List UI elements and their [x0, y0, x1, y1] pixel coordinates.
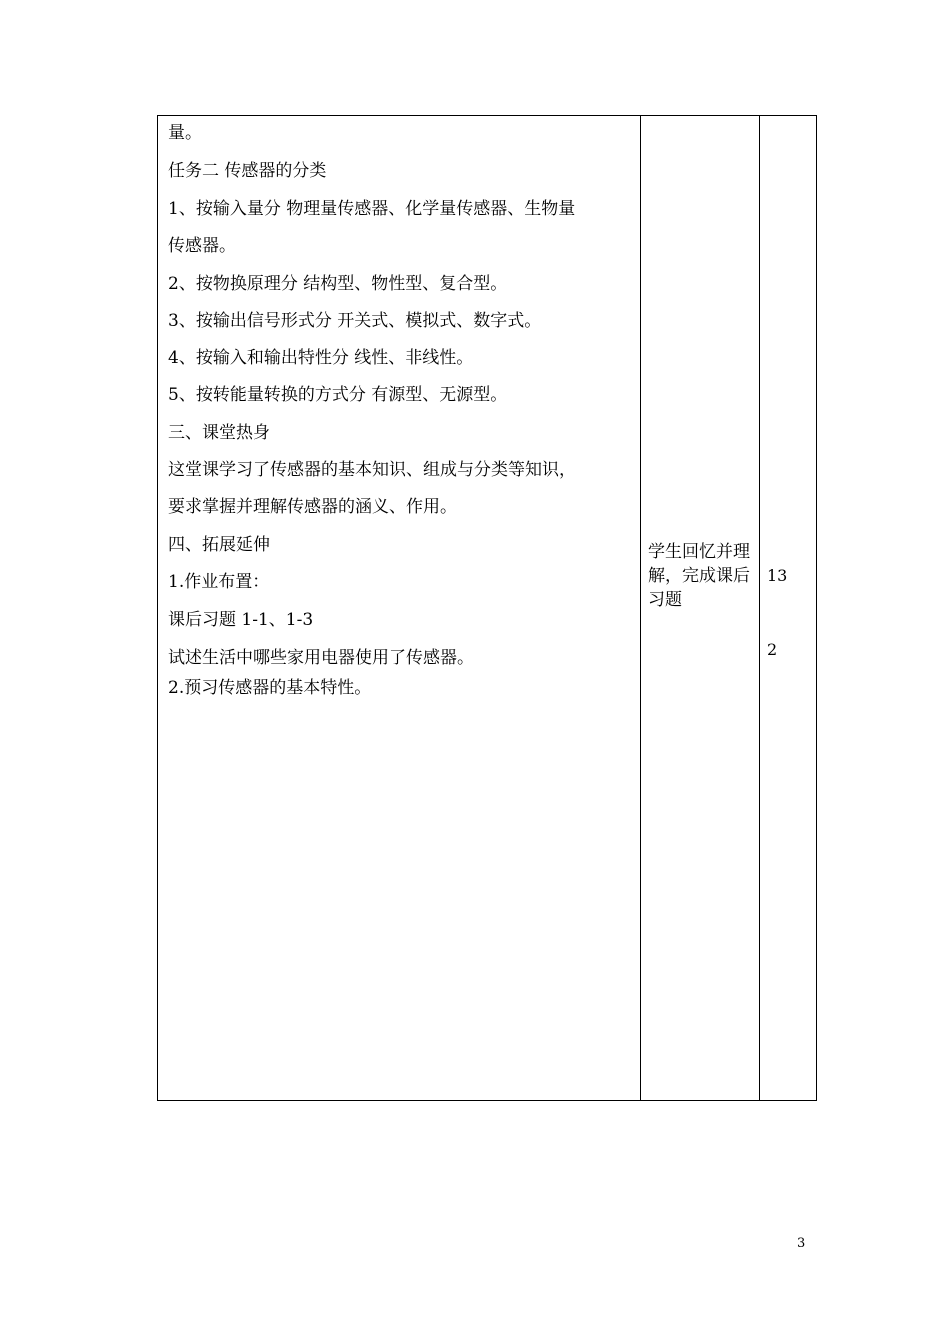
content-line: 这堂课学习了传感器的基本知识、组成与分类等知识， [168, 460, 576, 480]
content-line: 2.预习传感器的基本特性。 [168, 678, 372, 698]
content-line: 课后习题 1-1、1-3 [168, 610, 314, 630]
section-heading: 四、拓展延伸 [168, 535, 270, 555]
page-number: 3 [797, 1236, 806, 1251]
content-line: 试述生活中哪些家用电器使用了传感器。 [168, 648, 474, 668]
content-line: 1.作业布置： [168, 572, 270, 592]
lesson-table [157, 115, 817, 1101]
content-line: 5、按转能量转换的方式分 有源型、无源型。 [168, 385, 508, 405]
time-value: 13 [767, 566, 788, 585]
content-line: 任务二 传感器的分类 [168, 161, 327, 181]
column-divider [759, 116, 760, 1100]
section-heading: 三、课堂热身 [168, 423, 270, 443]
time-value: 2 [767, 640, 778, 659]
content-line: 3、按输出信号形式分 开关式、模拟式、数字式。 [168, 311, 542, 331]
content-line: 传感器。 [168, 236, 236, 256]
column-divider [640, 116, 641, 1100]
content-line: 2、按物换原理分 结构型、物性型、复合型。 [168, 274, 508, 294]
content-line: 量。 [168, 123, 202, 143]
student-activity-cell: 学生回忆并理解，完成课后习题 [648, 542, 750, 610]
content-line: 要求掌握并理解传感器的涵义、作用。 [168, 497, 457, 517]
content-line: 4、按输入和输出特性分 线性、非线性。 [168, 348, 474, 368]
content-line: 1、按输入量分 物理量传感器、化学量传感器、生物量 [168, 199, 576, 219]
